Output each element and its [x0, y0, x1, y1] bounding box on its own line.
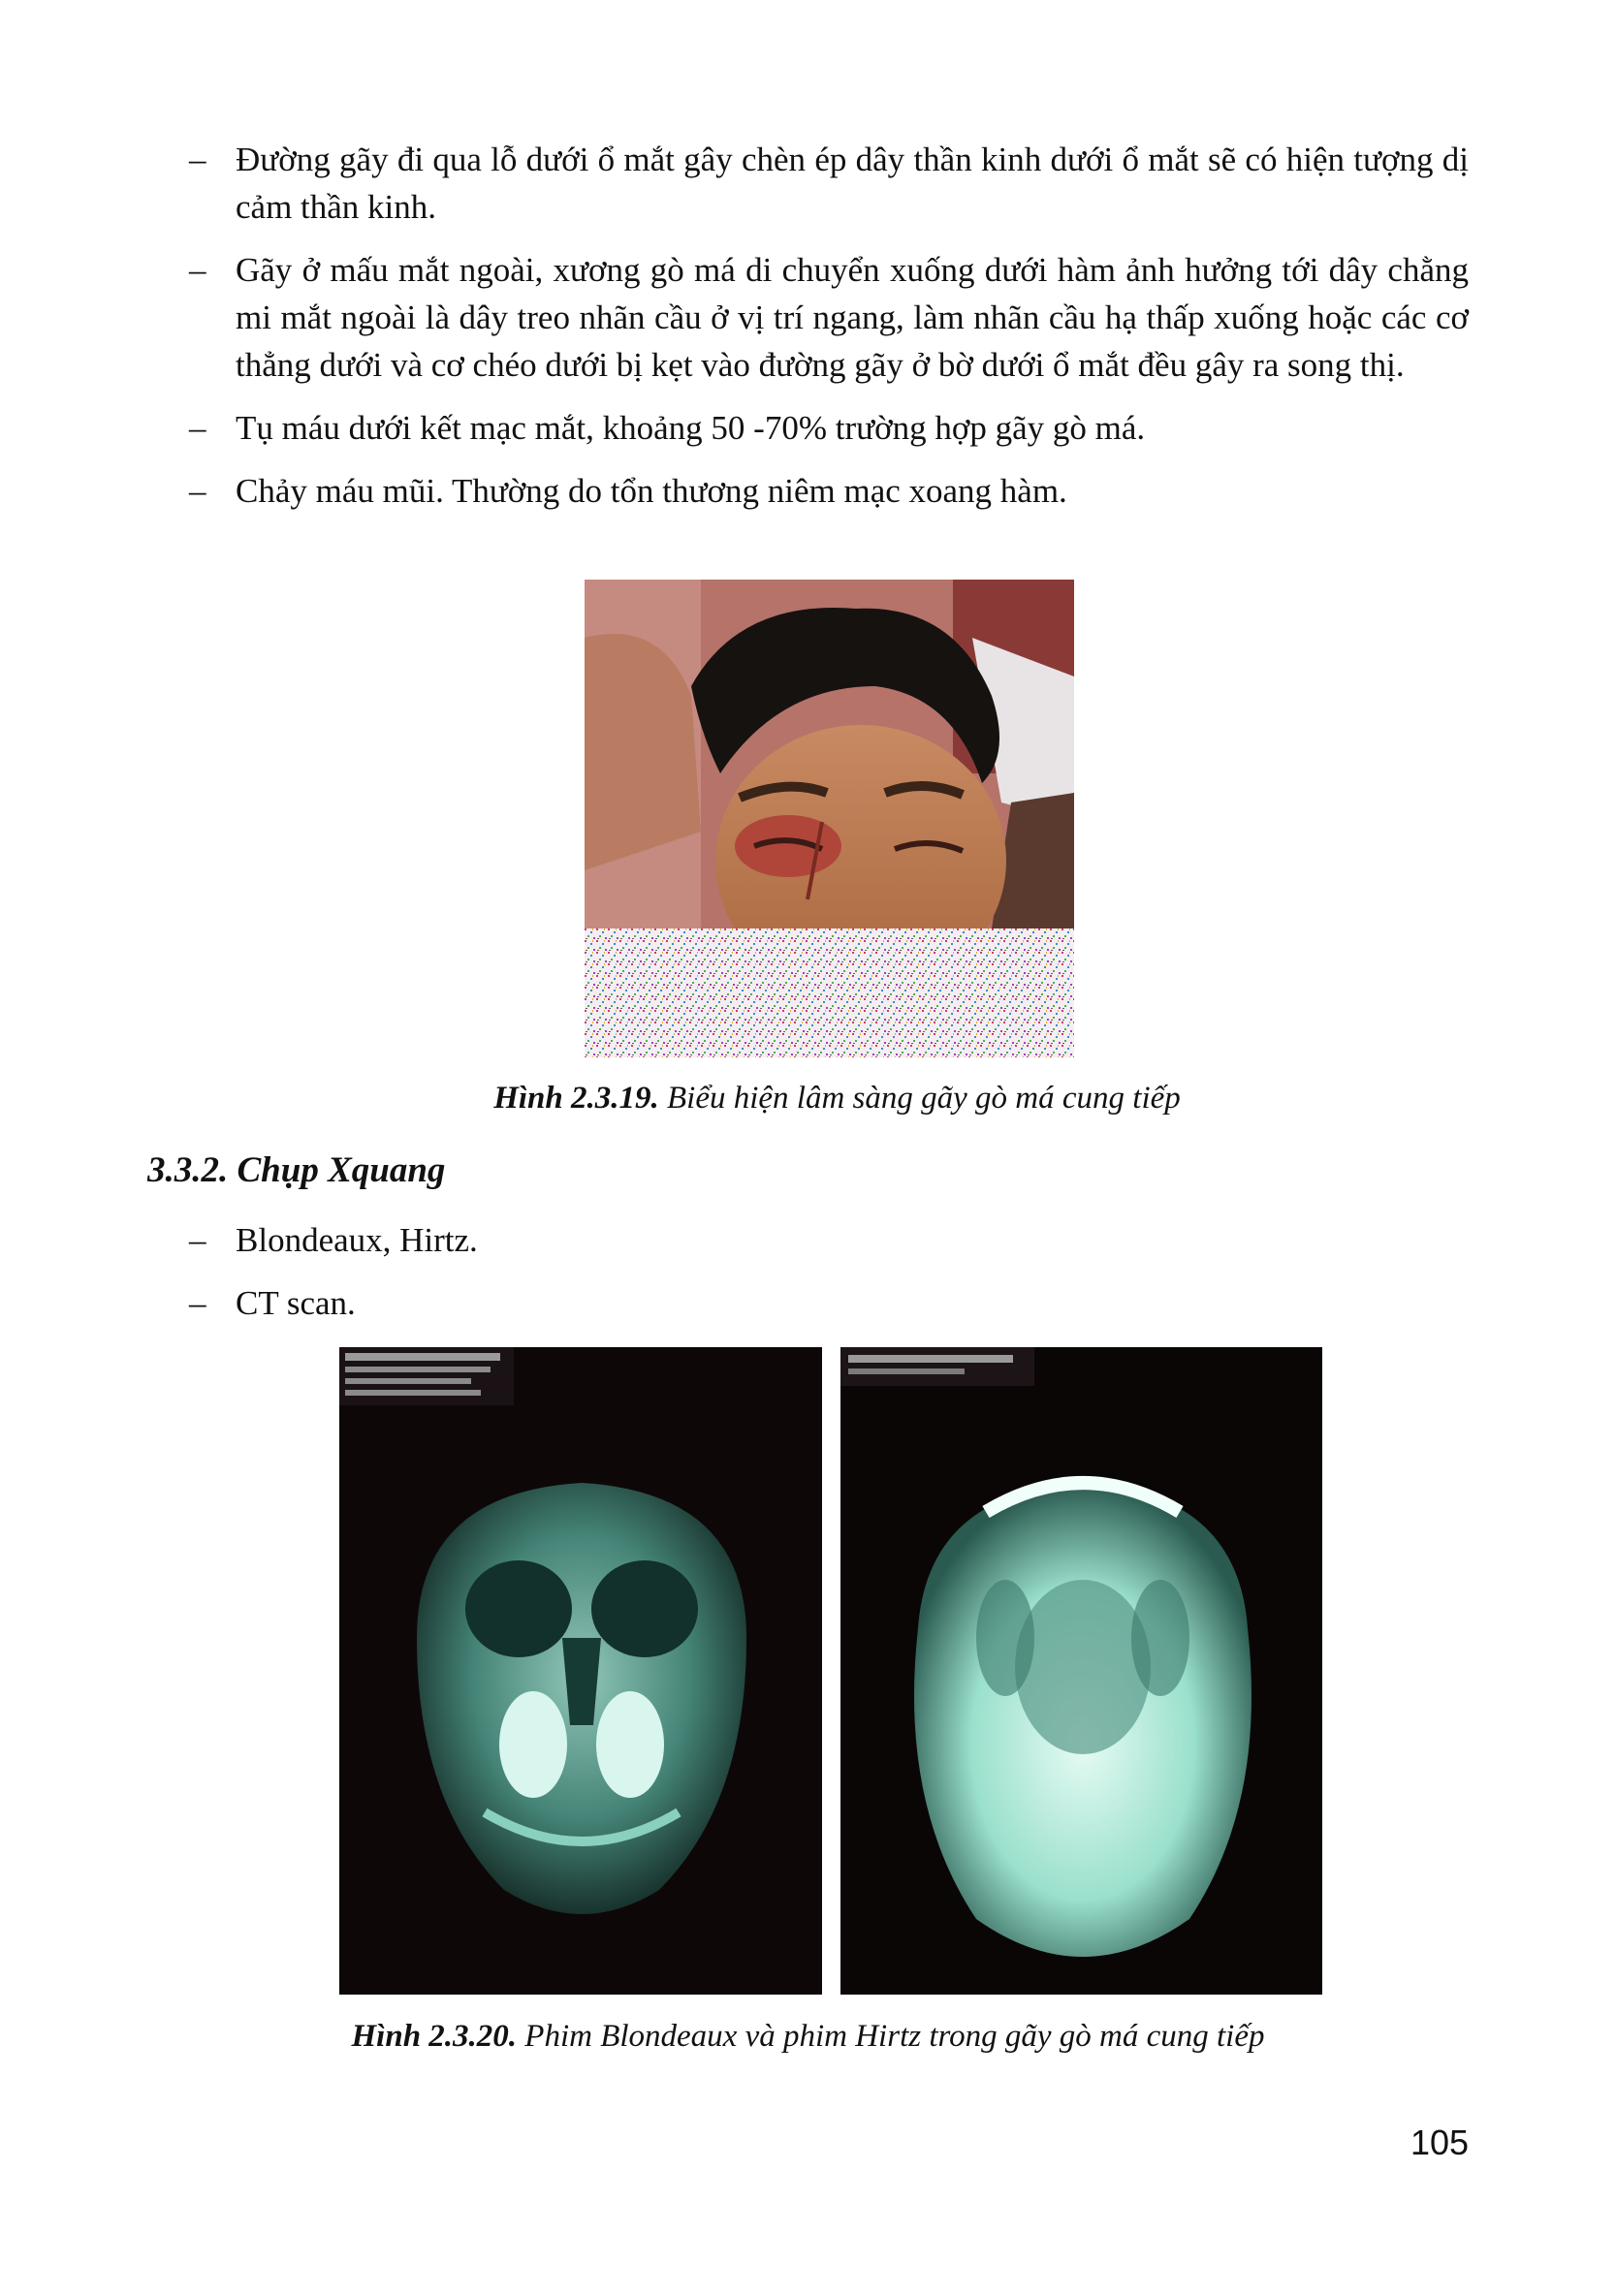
figure-caption-text: Phim Blondeaux và phim Hirtz trong gãy gò má cung tiếp: [517, 2019, 1265, 2054]
bullet-dash: –: [189, 251, 206, 289]
patient-face-photo: [585, 580, 1074, 1057]
bullet-item: [189, 246, 1469, 389]
bullet-item: [189, 1279, 1469, 1327]
bullet-dash: –: [189, 1221, 206, 1259]
bullet-item: [189, 1216, 1469, 1264]
bullet-list-imaging: [189, 1216, 1469, 1342]
figure-label: Hình 2.3.19.: [493, 1081, 659, 1116]
hirtz-xray-image: [840, 1347, 1322, 1995]
bullet-item: [189, 467, 1469, 515]
bullet-text: Gãy ở mấu mắt ngoài, xương gò má di chuyển xuống dưới hàm ảnh hưởng tới dây chằng mi mắt ngoài là dây treo nhãn cầu ở vị trí ngang, làm nhãn cầu hạ thấp xuống hoặc các cơ thẳng dưới và cơ chéo dưới bị kẹt vào đường gãy ở bờ dưới ổ mắt đều gây ra song thị.: [236, 251, 1469, 384]
figure-caption: [29, 1081, 1616, 1117]
bullet-list-clinical: [189, 136, 1469, 530]
bullet-dash: –: [189, 409, 206, 447]
bullet-dash: –: [189, 141, 206, 178]
bullet-item: [189, 136, 1469, 231]
bullet-text: Đường gãy đi qua lỗ dưới ổ mắt gây chèn ép dây thần kinh dưới ổ mắt sẽ có hiện tượng dị cảm thần kinh.: [236, 141, 1469, 226]
bullet-dash: –: [189, 1284, 206, 1322]
bullet-text: Tụ máu dưới kết mạc mắt, khoảng 50 -70% trường hợp gãy gò má.: [236, 409, 1146, 447]
bullet-dash: –: [189, 472, 206, 510]
bullet-text: Blondeaux, Hirtz.: [236, 1221, 478, 1259]
bullet-item: [189, 404, 1469, 452]
bullet-text: CT scan.: [236, 1284, 356, 1322]
blondeaux-xray-image: [339, 1347, 822, 1995]
figure-label: Hình 2.3.20.: [351, 2019, 518, 2054]
bullet-text: Chảy máu mũi. Thường do tổn thương niêm mạc xoang hàm.: [236, 472, 1067, 510]
figure-caption-text: Biểu hiện lâm sàng gãy gò má cung tiếp: [658, 1081, 1181, 1116]
section-heading: 3.3.2. Chụp Xquang: [147, 1150, 446, 1190]
page-number: 105: [1410, 2123, 1470, 2162]
figure-caption: [0, 2019, 1616, 2055]
